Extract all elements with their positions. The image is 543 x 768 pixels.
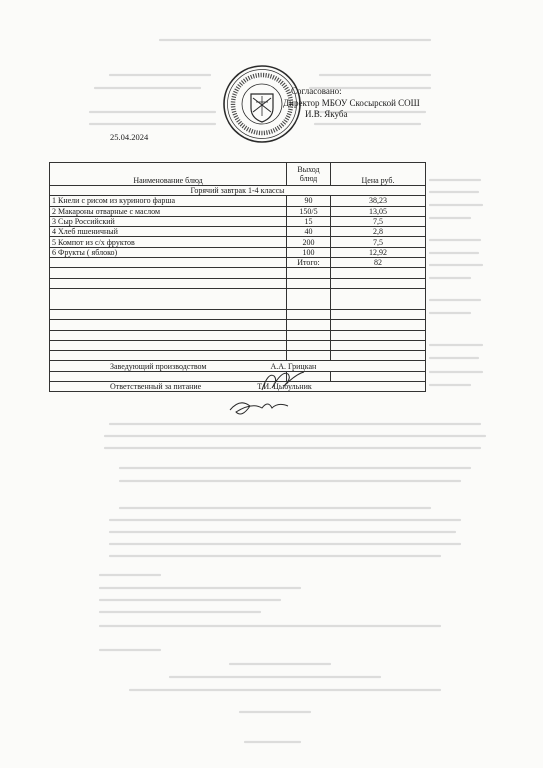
empty-row bbox=[50, 309, 426, 319]
dish-yield: 150/5 bbox=[287, 206, 331, 216]
signature-row bbox=[50, 382, 426, 392]
total-row bbox=[50, 258, 426, 268]
total-value: 82 bbox=[331, 258, 426, 268]
table-row bbox=[50, 216, 426, 226]
dish-price: 12,92 bbox=[331, 247, 426, 257]
table-header-row bbox=[50, 163, 426, 186]
dish-price: 13,05 bbox=[331, 206, 426, 216]
dish-price: 38,23 bbox=[331, 196, 426, 206]
signature-name: Т.И. Цыбульник bbox=[257, 382, 312, 392]
dish-name: 4 Хлеб пшеничный bbox=[50, 227, 287, 237]
handwritten-signature bbox=[258, 368, 308, 394]
table-row bbox=[50, 206, 426, 216]
table-row bbox=[50, 237, 426, 247]
dish-yield: 40 bbox=[287, 227, 331, 237]
dish-yield: 200 bbox=[287, 237, 331, 247]
header-dish-name: Наименование блюд bbox=[50, 163, 287, 186]
handwritten-signature bbox=[228, 396, 290, 420]
approver-name: И.В. Якуба bbox=[305, 109, 348, 119]
empty-row bbox=[50, 320, 426, 330]
empty-row bbox=[50, 340, 426, 350]
dish-yield: 100 bbox=[287, 247, 331, 257]
dish-yield: 15 bbox=[287, 216, 331, 226]
dish-name: 5 Компот из с/х фруктов bbox=[50, 237, 287, 247]
header-price: Цена руб. bbox=[331, 163, 426, 186]
dish-yield: 90 bbox=[287, 196, 331, 206]
approver-position: Директор МБОУ Скосырской СОШ bbox=[283, 97, 420, 108]
empty-row bbox=[50, 351, 426, 361]
dish-name: 1 Кнели с рисом из куриного фарша bbox=[50, 196, 287, 206]
signature-name: А.А. Грицкан bbox=[270, 361, 317, 371]
empty-row bbox=[50, 268, 426, 278]
signature-row bbox=[50, 361, 426, 371]
empty-cell bbox=[50, 258, 287, 268]
dish-price: 7,5 bbox=[331, 237, 426, 247]
dish-price: 7,5 bbox=[331, 216, 426, 226]
empty-row bbox=[50, 278, 426, 288]
header-yield: Выход блюд bbox=[287, 163, 331, 186]
table-row bbox=[50, 196, 426, 206]
approval-caption: Согласовано: bbox=[291, 86, 342, 96]
section-row bbox=[50, 186, 426, 196]
dish-name: 3 Сыр Российский bbox=[50, 216, 287, 226]
total-label: Итого: bbox=[287, 258, 331, 268]
dish-name: 6 Фрукты ( яблоко) bbox=[50, 247, 287, 257]
empty-row bbox=[50, 330, 426, 340]
section-title: Горячий завтрак 1-4 классы bbox=[50, 186, 426, 196]
table-row bbox=[50, 247, 426, 257]
document-date: 25.04.2024 bbox=[110, 132, 149, 142]
menu-table bbox=[49, 162, 426, 392]
approval-block bbox=[283, 86, 420, 121]
empty-row bbox=[50, 288, 426, 309]
dish-name: 2 Макароны отварные с маслом bbox=[50, 206, 287, 216]
signature-role: Заведующий производством bbox=[110, 361, 207, 371]
table-row bbox=[50, 227, 426, 237]
dish-price: 2,8 bbox=[331, 227, 426, 237]
signature-role: Ответственный за питание bbox=[110, 382, 202, 392]
empty-row bbox=[50, 371, 426, 381]
